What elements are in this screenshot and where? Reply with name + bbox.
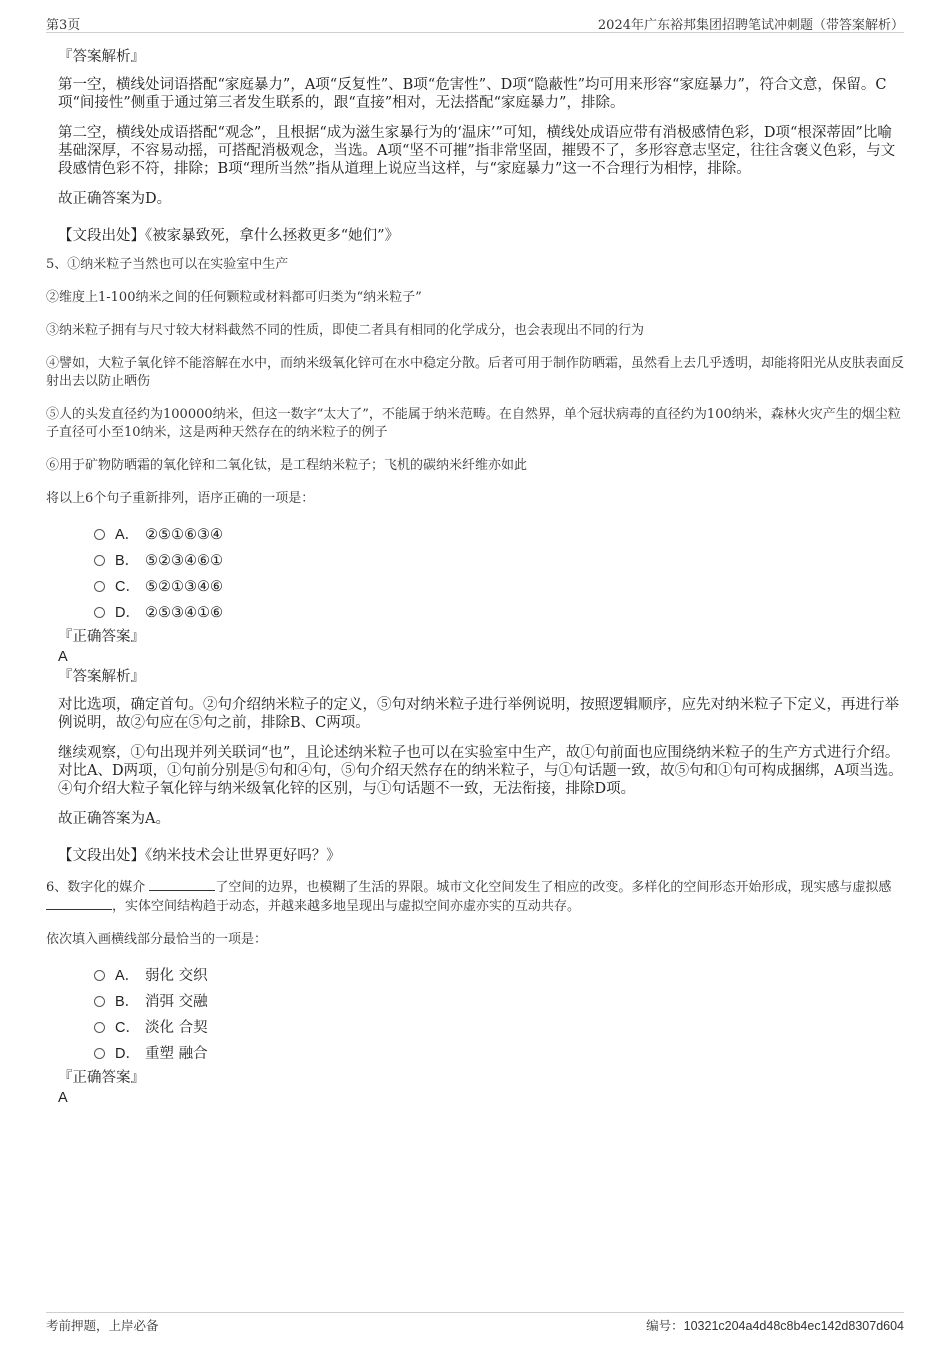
analysis-paragraph: 第二空，横线处成语搭配“观念”，且根据“成为滋生家暴行为的‘温床’”可知，横线处成语应带有消极感情色彩，D项“根深蒂固”比喻基础深厚，不容易动摇，可搭配消极观念，当选。A项“坚不可摧”指非常坚固，摧毁不了，多形容意志坚定，往往含褒义色彩，与文段感情色彩不符，排除；B项“理所当然”指从道理上说应当这样，与“家庭暴力”这一不合理行为相悖，排除。 (58, 125, 896, 177)
radio-icon[interactable] (94, 1048, 105, 1059)
page-content (46, 46, 904, 1107)
question-5-options (94, 522, 904, 626)
page-header (46, 14, 904, 33)
fill-blank (46, 897, 112, 910)
footer-slogan: 考前押题，上岸必备 (46, 1318, 159, 1333)
question-5-sentence: ⑤人的头发直径约为100000纳米，但这一数字“太大了”，不能属于纳米范畴。在自然界，单个冠状病毒的直径约为100纳米，森林火灾产生的烟尘粒子直径可小至10纳米，这是两种天然存在的纳米粒子的例子 (46, 407, 901, 440)
analysis-paragraph: 第一空，横线处词语搭配“家庭暴力”，A项“反复性”、B项“危害性”、D项“隐蔽性”均可用来形容“家庭暴力”，符合文意，保留。C项“间接性”侧重于通过第三者发生联系的，跟“直接”相对，无法搭配“家庭暴力”，排除。 (58, 77, 887, 111)
text-source: 【文段出处】《被家暴致死，拿什么拯救更多“她们”》 (58, 228, 400, 244)
question-6-options (94, 963, 904, 1067)
fill-blank (149, 878, 215, 891)
option-d[interactable]: D． ②⑤③④①⑥ (94, 600, 904, 626)
analysis-paragraph: 继续观察，①句出现并列关联词“也”，且论述纳米粒子也可以在实验室中生产，故①句前面也应围绕纳米粒子的生产方式进行介绍。对比A、D两项，①句前分别是⑤句和④句，⑤句介绍天然存在的纳米粒子，与①句话题一致，故⑤句和①句可构成捆绑，A项当选。④句介绍大粒子氧化锌与纳米级氧化锌的区别，与①句话题不一致，无法衔接，排除D项。 (58, 745, 903, 797)
question-5-sentence: ⑥用于矿物防晒霜的氧化锌和二氧化钛，是工程纳米粒子；飞机的碳纳米纤维亦如此 (46, 458, 528, 473)
analysis-label: 『答案解析』 (58, 669, 145, 685)
page-number: 第3页 (46, 18, 81, 33)
question-5-sentence: ③纳米粒子拥有与尺寸较大材料截然不同的性质，即使二者具有相同的化学成分，也会表现出不同的行为 (46, 323, 645, 338)
analysis-conclusion: 故正确答案为D。 (58, 191, 172, 207)
analysis-label: 『答案解析』 (58, 49, 145, 65)
option-a[interactable]: A． 弱化 交织 (94, 963, 904, 989)
radio-icon[interactable] (94, 607, 105, 618)
analysis-conclusion: 故正确答案为A。 (58, 811, 170, 827)
correct-answer-label: 『正确答案』 (58, 629, 145, 645)
correct-answer-label: 『正确答案』 (58, 1070, 145, 1086)
question-5-sentence: ④譬如，大粒子氧化锌不能溶解在水中，而纳米级氧化锌可在水中稳定分散。后者可用于制作防晒霜，虽然看上去几乎透明，却能将阳光从皮肤表面反射出去以防止晒伤 (46, 356, 905, 389)
radio-icon[interactable] (94, 581, 105, 592)
question-6-stem: 6、数字化的媒介 了空间的边界，也模糊了生活的界限。城市文化空间发生了相应的改变。多样化的空间形态开始形成，现实感与虚拟感，实体空间结构趋于动态，并越来越多地呈现出与虚拟空间亦虚亦实的互动共存。 (46, 880, 892, 914)
correct-answer: A (58, 649, 68, 665)
radio-icon[interactable] (94, 529, 105, 540)
page-footer (46, 1312, 904, 1336)
option-d[interactable]: D． 重塑 融合 (94, 1041, 904, 1067)
option-b[interactable]: B． 消弭 交融 (94, 989, 904, 1015)
document-code: 编号：10321c204a4d48c8b4ec142d8307d604 (646, 1318, 904, 1333)
question-prompt: 将以上6个句子重新排列，语序正确的一项是： (46, 491, 315, 506)
option-b[interactable]: B． ⑤②③④⑥① (94, 548, 904, 574)
question-5-sentence: 5、①纳米粒子当然也可以在实验室中生产 (46, 257, 289, 272)
radio-icon[interactable] (94, 1022, 105, 1033)
question-prompt: 依次填入画横线部分最恰当的一项是： (46, 932, 268, 947)
analysis-paragraph: 对比选项，确定首句。②句介绍纳米粒子的定义，⑤句对纳米粒子进行举例说明，按照逻辑顺序，应先对纳米粒子下定义，再进行举例说明，故②句应在⑤句之前，排除B、C两项。 (58, 697, 899, 731)
option-a[interactable]: A． ②⑤①⑥③④ (94, 522, 904, 548)
question-5-sentence: ②维度上1-100纳米之间的任何颗粒或材料都可归类为“纳米粒子” (46, 290, 422, 305)
radio-icon[interactable] (94, 996, 105, 1007)
document-title: 2024年广东裕邦集团招聘笔试冲刺题（带答案解析） (597, 18, 904, 33)
option-c[interactable]: C． 淡化 合契 (94, 1015, 904, 1041)
radio-icon[interactable] (94, 970, 105, 981)
correct-answer: A (58, 1090, 68, 1106)
text-source: 【文段出处】《纳米技术会让世界更好吗？》 (58, 848, 341, 864)
option-c[interactable]: C． ⑤②①③④⑥ (94, 574, 904, 600)
radio-icon[interactable] (94, 555, 105, 566)
